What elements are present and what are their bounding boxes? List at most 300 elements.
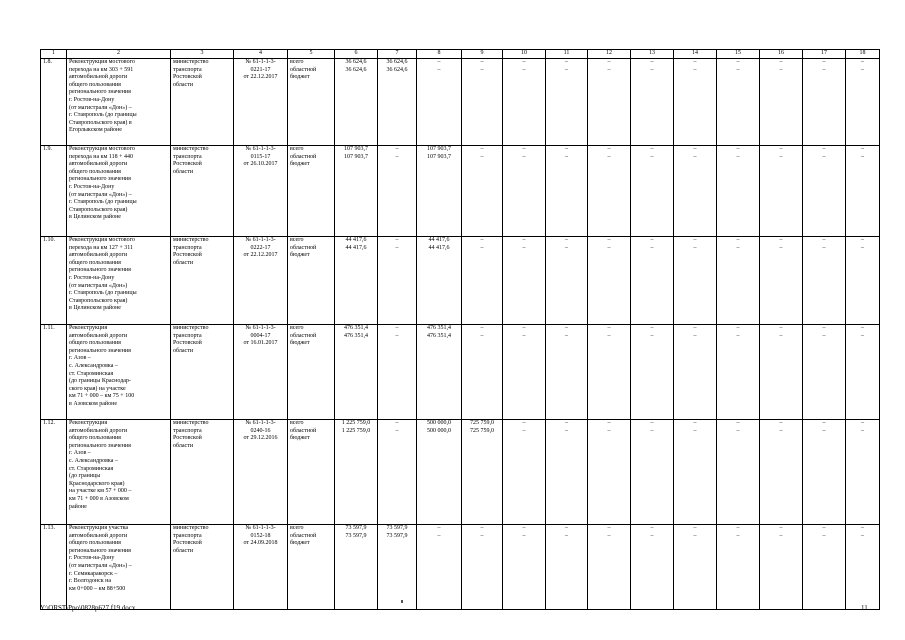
funding-source-line: бюджет [290,252,310,259]
column-number: 12 [588,50,631,59]
value: – [565,420,568,426]
document-number: № 61-1-1-3- 0152-18 от 24.09.2018 [234,525,288,610]
value-cell [335,59,378,146]
empty-value-cell [760,525,803,610]
value: – [650,59,654,65]
customer: министерство транспорта Ростовской области [171,325,234,420]
value: – [693,525,697,531]
value: – [822,146,826,152]
funding-source-line: бюджет [290,161,310,168]
empty-value-cell [546,146,588,237]
funding-source-line: всего [290,525,304,531]
value: – [779,420,783,426]
value: – [480,237,484,243]
value: – [822,244,826,251]
value: – [693,332,697,339]
empty-value-cell [631,146,674,237]
value-cell [462,237,503,325]
value: 476 351,4 [344,325,368,331]
funding-source [288,237,335,325]
value: – [693,532,697,539]
value: – [736,59,740,65]
funding-source [288,325,335,420]
object-name: Реконструкция мостового перехода на км 118 + 440 автомобильной дороги общего пользования регионального значения г. Ростов-на-Дону (от магистрали «Дон») – г. Ставрополь (до границы Ставропольского края) в Целинском районе [67,146,171,237]
funding-source-line: всего [290,59,304,65]
empty-value-cell [631,525,674,610]
table-row [41,237,880,325]
value: – [736,66,740,73]
value: – [480,325,484,331]
empty-value-cell [631,59,674,146]
value: – [736,525,740,531]
value: – [395,420,399,426]
column-number: 13 [631,50,674,59]
value: – [607,153,611,160]
empty-value-cell [717,237,760,325]
value: 73 597,9 [386,525,408,531]
column-number: 5 [288,50,335,59]
value: – [650,237,654,243]
value-cell [378,420,417,525]
value-cell [417,525,462,610]
value: – [779,325,783,331]
empty-value-cell [674,420,717,525]
value-cell [335,146,378,237]
value: – [736,244,740,251]
value: – [693,146,697,152]
value: – [693,66,697,73]
funding-source-line: всего [290,420,304,426]
empty-value-cell [546,59,588,146]
value: – [480,332,484,339]
value: – [822,427,826,434]
value: – [822,332,826,339]
value: – [779,66,783,73]
value: – [565,427,568,434]
empty-value-cell [803,525,846,610]
funding-source-line: всего [290,146,304,152]
customer: министерство транспорта Ростовской области [171,59,234,146]
empty-value-cell [503,237,546,325]
column-number: 7 [378,50,417,59]
value-cell [335,525,378,610]
value: – [522,420,526,426]
empty-value-cell [588,59,631,146]
empty-value-cell [846,525,880,610]
table-row [41,146,880,237]
value: – [480,66,484,73]
value: – [693,420,697,426]
funding-source-line: бюджет [290,340,310,347]
value: – [693,325,697,331]
value: – [565,66,568,73]
column-number: 4 [234,50,288,59]
value: – [607,532,611,539]
value: – [861,244,864,251]
value: – [565,237,568,243]
value: – [565,325,568,331]
value: 1 225 759,0 [341,427,371,434]
value: – [779,153,783,160]
funding-source [288,525,335,610]
value: – [861,146,864,152]
funding-source-line: всего [290,325,304,331]
empty-value-cell [760,420,803,525]
value: – [650,146,654,152]
value: – [522,244,526,251]
value: – [395,325,399,331]
value-cell [462,59,503,146]
value: – [822,153,826,160]
empty-value-cell [760,325,803,420]
table-row [41,59,880,146]
value: – [607,427,611,434]
funding-source [288,420,335,525]
empty-value-cell [546,237,588,325]
value: – [693,244,697,251]
table-row [41,325,880,420]
value: – [736,325,740,331]
value-cell [378,325,417,420]
value-cell [462,420,503,525]
empty-value-cell [674,237,717,325]
value: – [607,146,611,152]
value: – [395,427,399,434]
value: 476 351,4 [427,325,451,331]
value: 1 225 759,0 [341,420,371,426]
value: 44 417,6 [428,244,450,251]
value-cell [462,325,503,420]
empty-value-cell [588,525,631,610]
value-cell [378,146,417,237]
value: – [861,332,864,339]
value-cell [335,420,378,525]
value: 107 903,7 [344,153,368,160]
value: – [861,325,864,331]
value: – [395,332,399,339]
value-cell [417,237,462,325]
value: – [607,332,611,339]
column-number: 8 [417,50,462,59]
column-number: 14 [674,50,717,59]
value: – [607,420,611,426]
empty-value-cell [674,59,717,146]
value: 44 417,6 [428,237,450,243]
value: – [607,525,611,531]
funding-source-line: областной [290,66,317,73]
value: – [779,237,783,243]
document-number: № 61-1-1-3- 0222-17 от 22.12.2017 [234,237,288,325]
file-path: Y:\ORST\Ppo\0828p627.f19.docx [40,604,136,612]
value: – [480,59,484,65]
value: – [779,332,783,339]
value: – [736,420,740,426]
empty-value-cell [846,325,880,420]
empty-value-cell [631,237,674,325]
value-cell [417,325,462,420]
value: – [565,244,568,251]
empty-value-cell [760,59,803,146]
page-mark [401,600,403,603]
value: 107 903,7 [427,146,451,152]
funding-source-line: областной [290,153,317,160]
value: – [522,146,526,152]
value: 36 624,6 [345,66,367,73]
empty-value-cell [503,420,546,525]
value: – [522,332,526,339]
value: – [395,244,399,251]
value-cell [417,420,462,525]
value: – [607,244,611,251]
value: – [565,146,568,152]
empty-value-cell [503,525,546,610]
value: – [437,66,441,73]
empty-value-cell [503,325,546,420]
value: 500 000,0 [427,427,451,434]
object-name: Реконструкция мостового перехода на км 303 + 591 автомобильной дороги общего пользования регионального значения г. Ростов-на-Дону (от магистрали «Дон») – г. Ставрополь (до границы Ставропольского края) в Егорлыкском районе [67,59,171,146]
document-number: № 61-1-1-3- 0004-17 от 16.01.2017 [234,325,288,420]
funding-source-line: областной [290,244,317,251]
column-number: 16 [760,50,803,59]
funding-source [288,59,335,146]
value: 73 597,9 [345,532,367,539]
funding-source-line: бюджет [290,435,310,442]
empty-value-cell [760,146,803,237]
value: – [822,237,826,243]
value: – [822,525,826,531]
empty-value-cell [717,525,760,610]
value: – [736,532,740,539]
table-row [41,525,880,610]
empty-value-cell [846,146,880,237]
value: – [607,325,611,331]
value: – [861,59,864,65]
empty-value-cell [803,420,846,525]
object-name: Реконструкция автомобильной дороги общего пользования регионального значения г. Азов – с. Александровка – ст. Староминская (до границы Краснодар- ского края) на участке км 71 + 000 – км 75 + 100 в Азовском районе [67,325,171,420]
funding-source-line: областной [290,332,317,339]
column-number: 9 [462,50,503,59]
value: – [736,427,740,434]
value: – [779,525,783,531]
value: – [822,420,826,426]
value: 725 759,0 [470,420,494,426]
value-cell [335,325,378,420]
value-cell [378,59,417,146]
value: – [779,59,783,65]
value: – [650,153,654,160]
funding-source-line: всего [290,237,304,243]
value: – [522,427,526,434]
value: – [480,244,484,251]
value: – [822,325,826,331]
value: – [650,244,654,251]
document-number: № 61-1-1-3- 0240-16 от 29.12.2016 [234,420,288,525]
value: 36 624,6 [386,66,408,73]
column-number: 3 [171,50,234,59]
value: – [650,525,654,531]
value: 44 417,6 [345,244,367,251]
value: – [522,66,526,73]
empty-value-cell [717,146,760,237]
empty-value-cell [588,146,631,237]
empty-value-cell [846,420,880,525]
value: – [522,525,526,531]
value: 476 351,4 [344,332,368,339]
funding-source-line: областной [290,532,317,539]
empty-value-cell [588,325,631,420]
investment-table [40,49,880,610]
column-number: 18 [846,50,880,59]
value: – [480,153,484,160]
value: – [736,332,740,339]
value: – [693,153,697,160]
row-number: 1.9. [41,146,67,237]
value: – [565,332,568,339]
object-name: Реконструкция автомобильной дороги общего пользования регионального значения г. Азов – с. Александровка – ст. Староминская (до границы Краснодарского края) на участке км 57 + 000 – км 71 + 000 в Азовском районе [67,420,171,525]
value: – [437,525,441,531]
object-name: Реконструкция мостового перехода на км 127 + 311 автомобильной дороги общего пользования регионального значения г. Ростов-на-Дону (от магистрали «Дон») г. Ставрополь (до границы Ставропольского края) в Целинском районе [67,237,171,325]
empty-value-cell [760,237,803,325]
empty-value-cell [588,237,631,325]
value: – [565,525,568,531]
funding-source-line: бюджет [290,74,310,81]
value: – [861,237,864,243]
row-number: 1.12. [41,420,67,525]
value: – [779,146,783,152]
table-row [41,420,880,525]
empty-value-cell [674,146,717,237]
value: 107 903,7 [427,153,451,160]
customer: министерство транспорта Ростовской области [171,420,234,525]
value: 36 624,6 [386,59,408,65]
empty-value-cell [803,59,846,146]
value: – [395,146,399,152]
value-cell [378,525,417,610]
column-number: 2 [67,50,171,59]
value: – [779,244,783,251]
empty-value-cell [717,59,760,146]
empty-value-cell [503,146,546,237]
value: – [650,427,654,434]
value: – [565,59,568,65]
row-number: 1.11. [41,325,67,420]
value: 36 624,6 [345,59,367,65]
column-number: 1 [41,50,67,59]
value: – [522,325,526,331]
row-number: 1.10. [41,237,67,325]
value: – [650,332,654,339]
column-number: 17 [803,50,846,59]
row-number: 1.13. [41,525,67,610]
value: – [650,66,654,73]
column-number: 15 [717,50,760,59]
value: 73 597,9 [345,525,367,531]
value: – [779,427,783,434]
empty-value-cell [846,59,880,146]
value: – [822,59,826,65]
value: – [861,427,864,434]
empty-value-cell [803,237,846,325]
empty-value-cell [674,525,717,610]
value: – [437,59,441,65]
value: – [480,532,484,539]
value: – [861,525,864,531]
funding-source-line: областной [290,427,317,434]
value: – [822,532,826,539]
value: – [736,146,740,152]
value-cell [335,237,378,325]
empty-value-cell [803,325,846,420]
value: – [736,237,740,243]
header-row [41,50,880,59]
value: – [861,153,864,160]
value: 44 417,6 [345,237,367,243]
value-cell [417,146,462,237]
customer: министерство транспорта Ростовской области [171,525,234,610]
value: – [437,532,441,539]
empty-value-cell [717,420,760,525]
row-number: 1.8. [41,59,67,146]
empty-value-cell [631,420,674,525]
value: – [607,59,611,65]
value: – [522,59,526,65]
empty-value-cell [546,325,588,420]
value: – [565,153,568,160]
value: – [693,59,697,65]
value: – [861,420,864,426]
value-cell [378,237,417,325]
empty-value-cell [546,525,588,610]
value: – [395,237,399,243]
value: – [522,532,526,539]
column-number: 10 [503,50,546,59]
value: 107 903,7 [344,146,368,152]
value: – [522,153,526,160]
empty-value-cell [717,325,760,420]
value: – [779,532,783,539]
empty-value-cell [631,325,674,420]
value: – [607,66,611,73]
value: – [861,532,864,539]
page-number: 11 [861,604,868,612]
column-number: 11 [546,50,588,59]
value: – [650,532,654,539]
document-number: № 61-1-1-3- 0221-17 от 22.12.2017 [234,59,288,146]
value: – [522,237,526,243]
value: – [565,532,568,539]
value: – [480,525,484,531]
empty-value-cell [588,420,631,525]
customer: министерство транспорта Ростовской области [171,146,234,237]
customer: министерство транспорта Ростовской области [171,237,234,325]
empty-value-cell [546,420,588,525]
document-number: № 61-1-1-3- 0115-17 от 26.10.2017 [234,146,288,237]
funding-source [288,146,335,237]
value-cell [462,525,503,610]
value: – [822,66,826,73]
value: – [693,427,697,434]
object-name: Реконструкция участка автомобильной дороги общего пользования регионального значения г. Ростов-на-Дону (от магистрали «Дон») – г. Семикаракорск – г. Волгодонск на км 0+000 – км 88+500 [67,525,171,610]
value-cell [462,146,503,237]
empty-value-cell [846,237,880,325]
value: – [650,325,654,331]
value: – [480,146,484,152]
value: – [607,237,611,243]
empty-value-cell [503,59,546,146]
value: – [395,153,399,160]
value-cell [417,59,462,146]
value: – [650,420,654,426]
